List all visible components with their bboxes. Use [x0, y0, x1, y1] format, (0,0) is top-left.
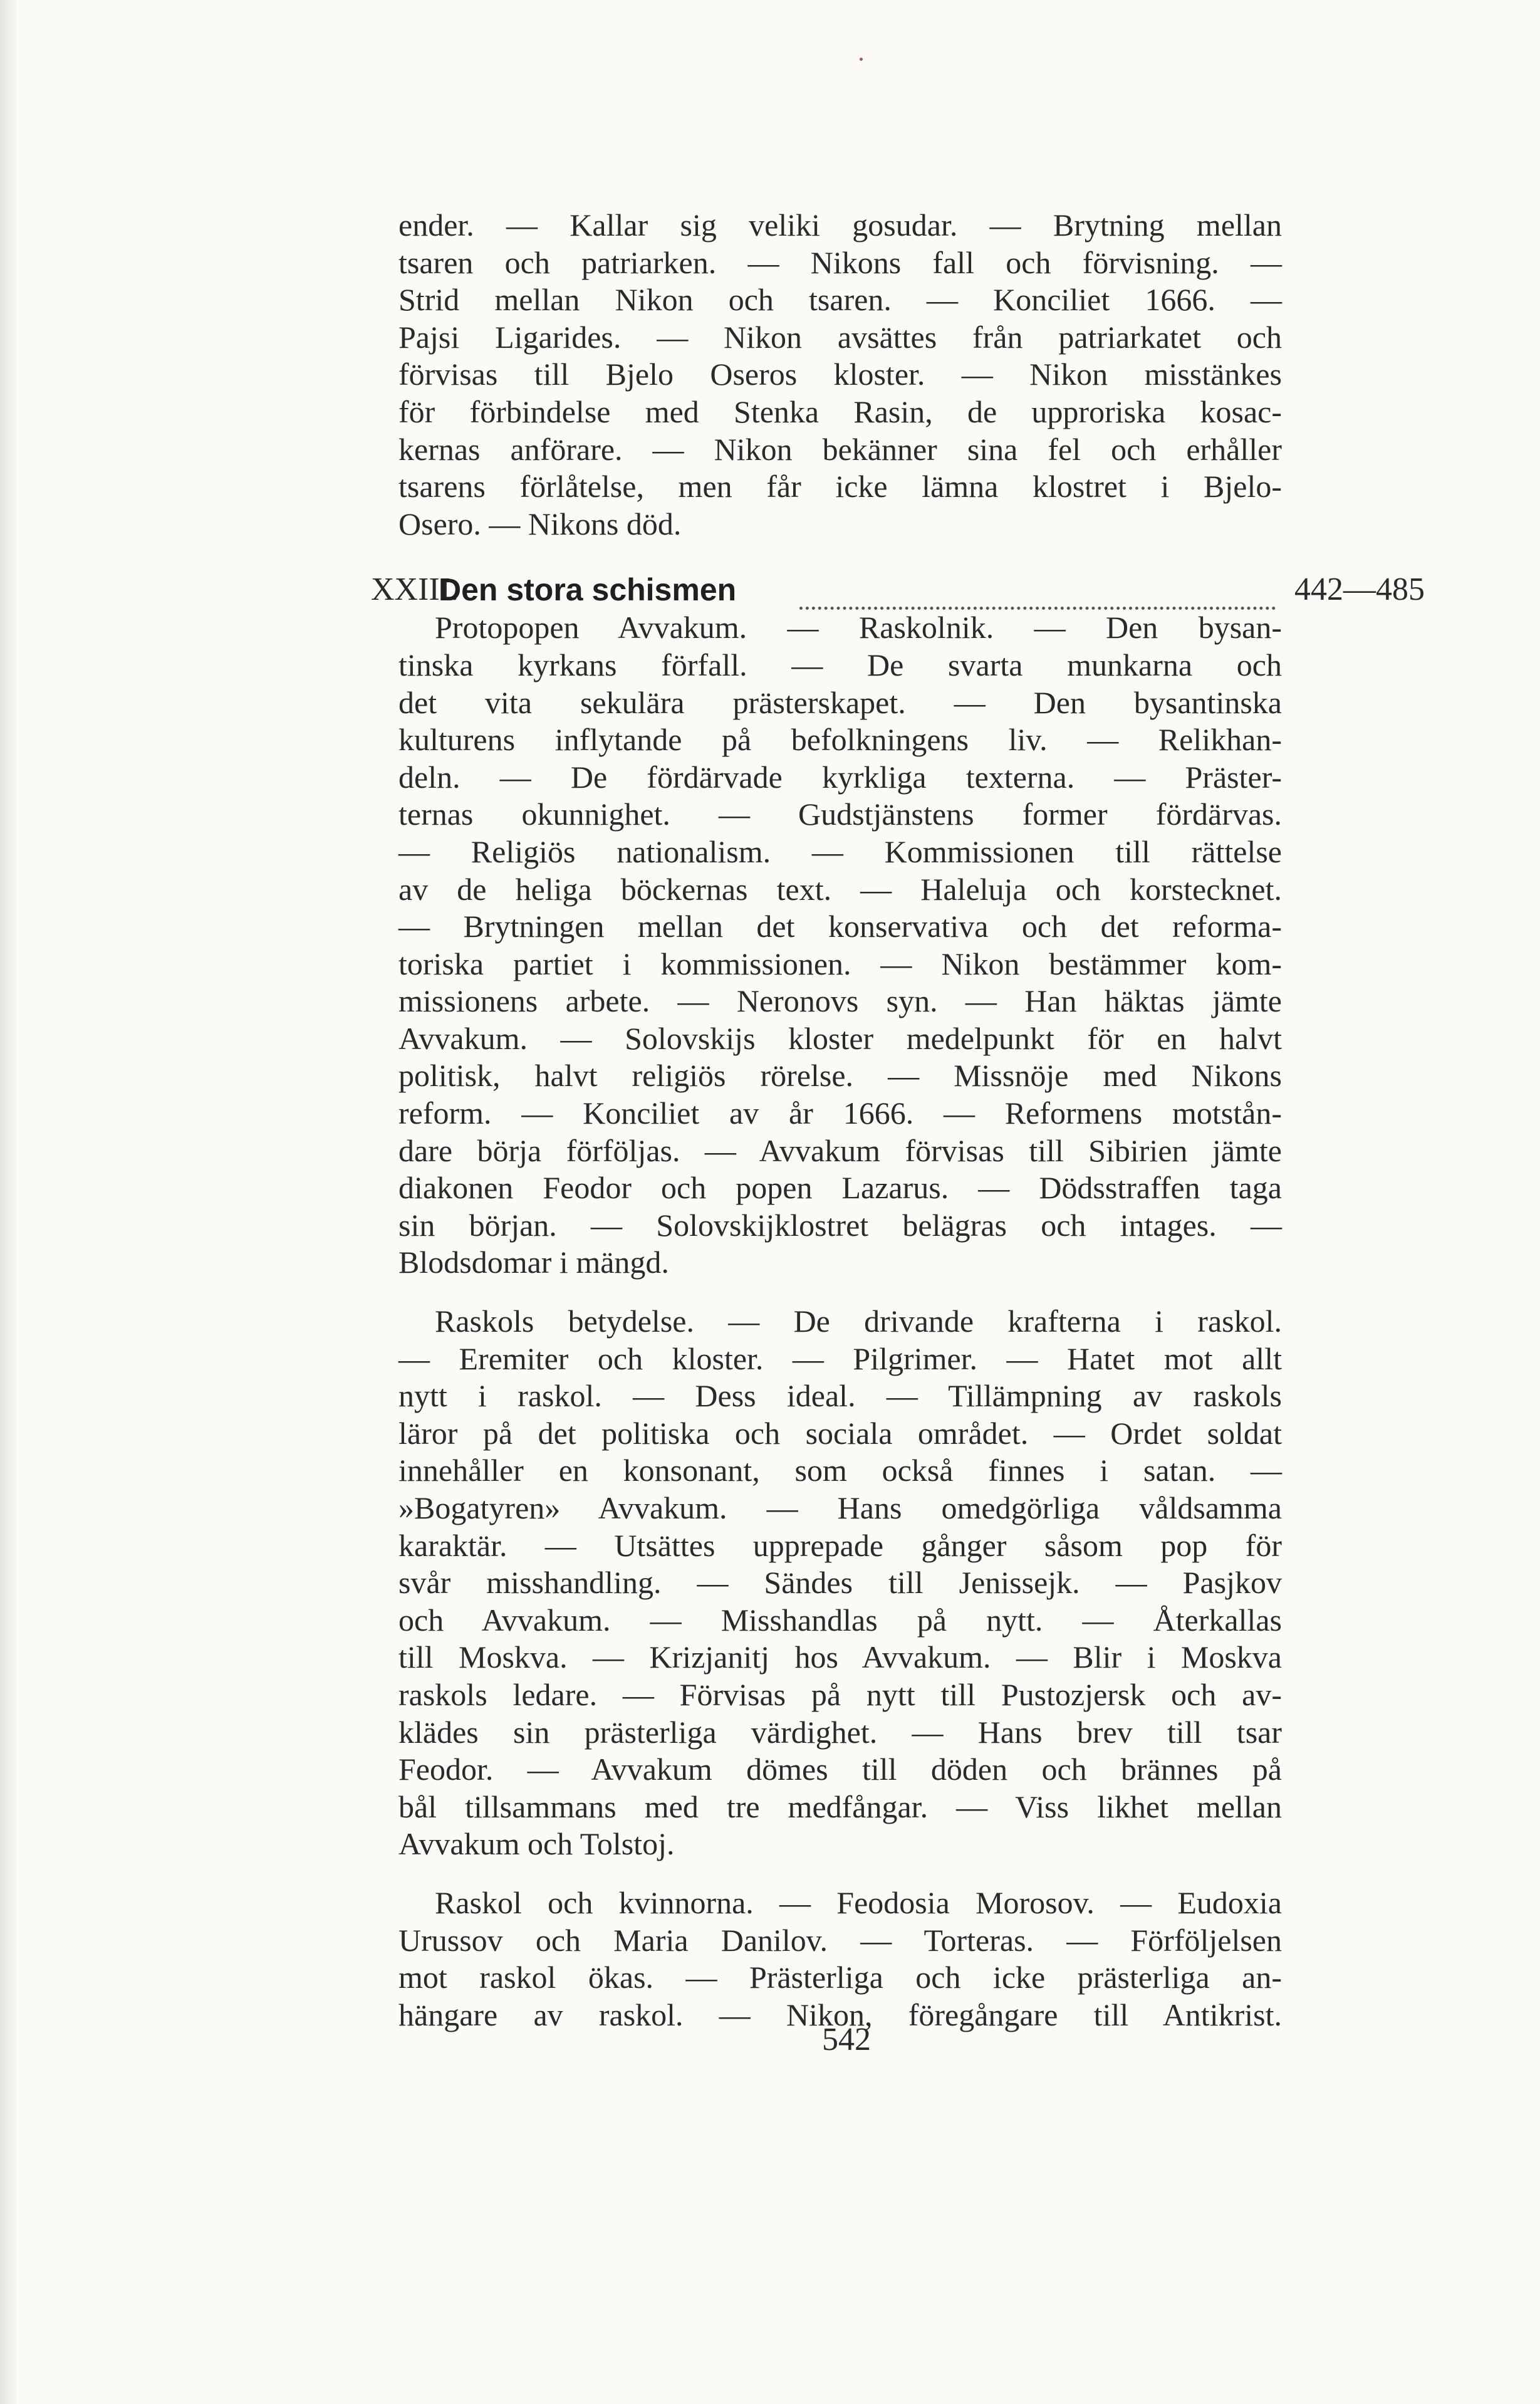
chapter-title: Den stora schismen	[439, 572, 737, 608]
text-line: politisk, halvt religiös rörelse. — Missnöje med Nikons	[398, 1058, 1282, 1094]
chapter-number: XXIII.	[371, 572, 459, 608]
text-line: Avvakum och Tolstoj.	[398, 1826, 675, 1862]
text-line: Osero. — Nikons död.	[398, 506, 682, 541]
text-line: för förbindelse med Stenka Rasin, de upproriska kosac-	[398, 394, 1282, 429]
text-line: missionens arbete. — Neronovs syn. — Han häktas jämte	[398, 983, 1282, 1019]
table-of-contents-text	[371, 207, 1425, 2034]
text-line: och Avvakum. — Misshandlas på nytt. — Återkallas	[398, 1602, 1282, 1638]
text-line: deln. — De fördärvade kyrkliga texterna. — Präster-	[398, 759, 1282, 795]
page-edge-shadow	[0, 0, 16, 2404]
text-line: förvisas till Bjelo Oseros kloster. — Nikon misstänkes	[398, 357, 1282, 392]
text-line: karaktär. — Utsättes upprepade gånger såsom pop för	[398, 1527, 1282, 1563]
text-line: — Eremiter och kloster. — Pilgrimer. — Hatet mot allt	[398, 1340, 1282, 1376]
text-line: innehåller en konsonant, som också finnes i satan. —	[398, 1453, 1282, 1488]
chapter-page-range: 442—485	[1294, 572, 1425, 608]
text-line: av de heliga böckernas text. — Haleluja och korstecknet.	[398, 871, 1282, 907]
text-line: hängare av raskol. — Nikon, föregångare till Antikrist.	[398, 1997, 1282, 2032]
text-line: ender. — Kallar sig veliki gosudar. — Brytning mellan	[398, 207, 1282, 243]
text-line: läror på det politiska och sociala området. — Ordet soldat	[398, 1415, 1282, 1451]
text-line: bål tillsammans med tre medfångar. — Viss likhet mellan	[398, 1789, 1282, 1824]
text-line: — Brytningen mellan det konservativa och det reforma-	[398, 909, 1282, 944]
text-line: Raskol och kvinnorna. — Feodosia Morosov. — Eudoxia	[435, 1884, 1282, 1920]
text-line: tsarens förlåtelse, men får icke lämna klostret i Bjelo-	[398, 469, 1282, 504]
text-line: mot raskol ökas. — Prästerliga och icke prästerliga an-	[398, 1960, 1282, 1995]
text-line: nytt i raskol. — Dess ideal. — Tillämpning av raskols	[398, 1378, 1282, 1414]
text-line: kernas anförare. — Nikon bekänner sina fel och erhåller	[398, 431, 1282, 467]
text-line: — Religiös nationalism. — Kommissionen till rättelse	[398, 834, 1282, 869]
text-line: kulturens inflytande på befolkningens liv. — Relikhan-	[398, 722, 1282, 758]
text-line: raskols ledare. — Förvisas på nytt till Pustozjersk och av-	[398, 1676, 1282, 1712]
text-line: det vita sekulära prästerskapet. — Den bysantinska	[398, 684, 1282, 720]
text-line: sin början. — Solovskijklostret belägras och intages. —	[398, 1207, 1282, 1243]
text-line: Urussov och Maria Danilov. — Torteras. — Förföljelsen	[398, 1922, 1282, 1958]
text-line: ternas okunnighet. — Gudstjänstens former fördärvas.	[398, 797, 1282, 832]
text-line: Blodsdomar i mängd.	[398, 1245, 669, 1280]
text-line: svår misshandling. — Sändes till Jenissejk. — Pasjkov	[398, 1565, 1282, 1601]
chapter-summary-paragraph-1	[398, 609, 1282, 1282]
chapter-heading	[371, 570, 1425, 609]
text-line: dare börja förföljas. — Avvakum förvisas till Sibirien jämte	[398, 1132, 1282, 1168]
text-line: till Moskva. — Krizjanitj hos Avvakum. — Blir i Moskva	[398, 1639, 1282, 1675]
text-line: tsaren och patriarken. — Nikons fall och förvisning. —	[398, 244, 1282, 280]
text-line: Pajsi Ligarides. — Nikon avsättes från patriarkatet och	[398, 319, 1282, 355]
text-line: reform. — Konciliet av år 1666. — Reformens motstån-	[398, 1095, 1282, 1131]
text-line: Raskols betydelse. — De drivande krafterna i raskol.	[435, 1304, 1282, 1339]
print-speck	[860, 58, 863, 61]
text-line: Avvakum. — Solovskijs kloster medelpunkt för en halvt	[398, 1020, 1282, 1056]
text-line: tinska kyrkans förfall. — De svarta munkarna och	[398, 647, 1282, 682]
text-line: toriska partiet i kommissionen. — Nikon bestämmer kom-	[398, 946, 1282, 981]
paragraph-spacer	[398, 1282, 1282, 1303]
continuation-block	[398, 207, 1282, 543]
dot-leader	[799, 570, 1276, 610]
paragraph-spacer	[398, 1863, 1282, 1884]
chapter-summary-paragraph-3	[398, 1884, 1282, 2034]
text-line: Protopopen Avvakum. — Raskolnik. — Den bysan-	[435, 610, 1282, 645]
text-line: »Bogatyren» Avvakum. — Hans omedgörliga våldsamma	[398, 1490, 1282, 1525]
text-line: klädes sin prästerliga värdighet. — Hans brev till tsar	[398, 1714, 1282, 1750]
page-number: 542	[822, 2022, 871, 2057]
text-line: diakonen Feodor och popen Lazarus. — Dödsstraffen taga	[398, 1170, 1282, 1206]
text-line: Feodor. — Avvakum dömes till döden och brännes på	[398, 1752, 1282, 1787]
text-line: Strid mellan Nikon och tsaren. — Konciliet 1666. —	[398, 282, 1282, 318]
chapter-summary-paragraph-2	[398, 1303, 1282, 1863]
